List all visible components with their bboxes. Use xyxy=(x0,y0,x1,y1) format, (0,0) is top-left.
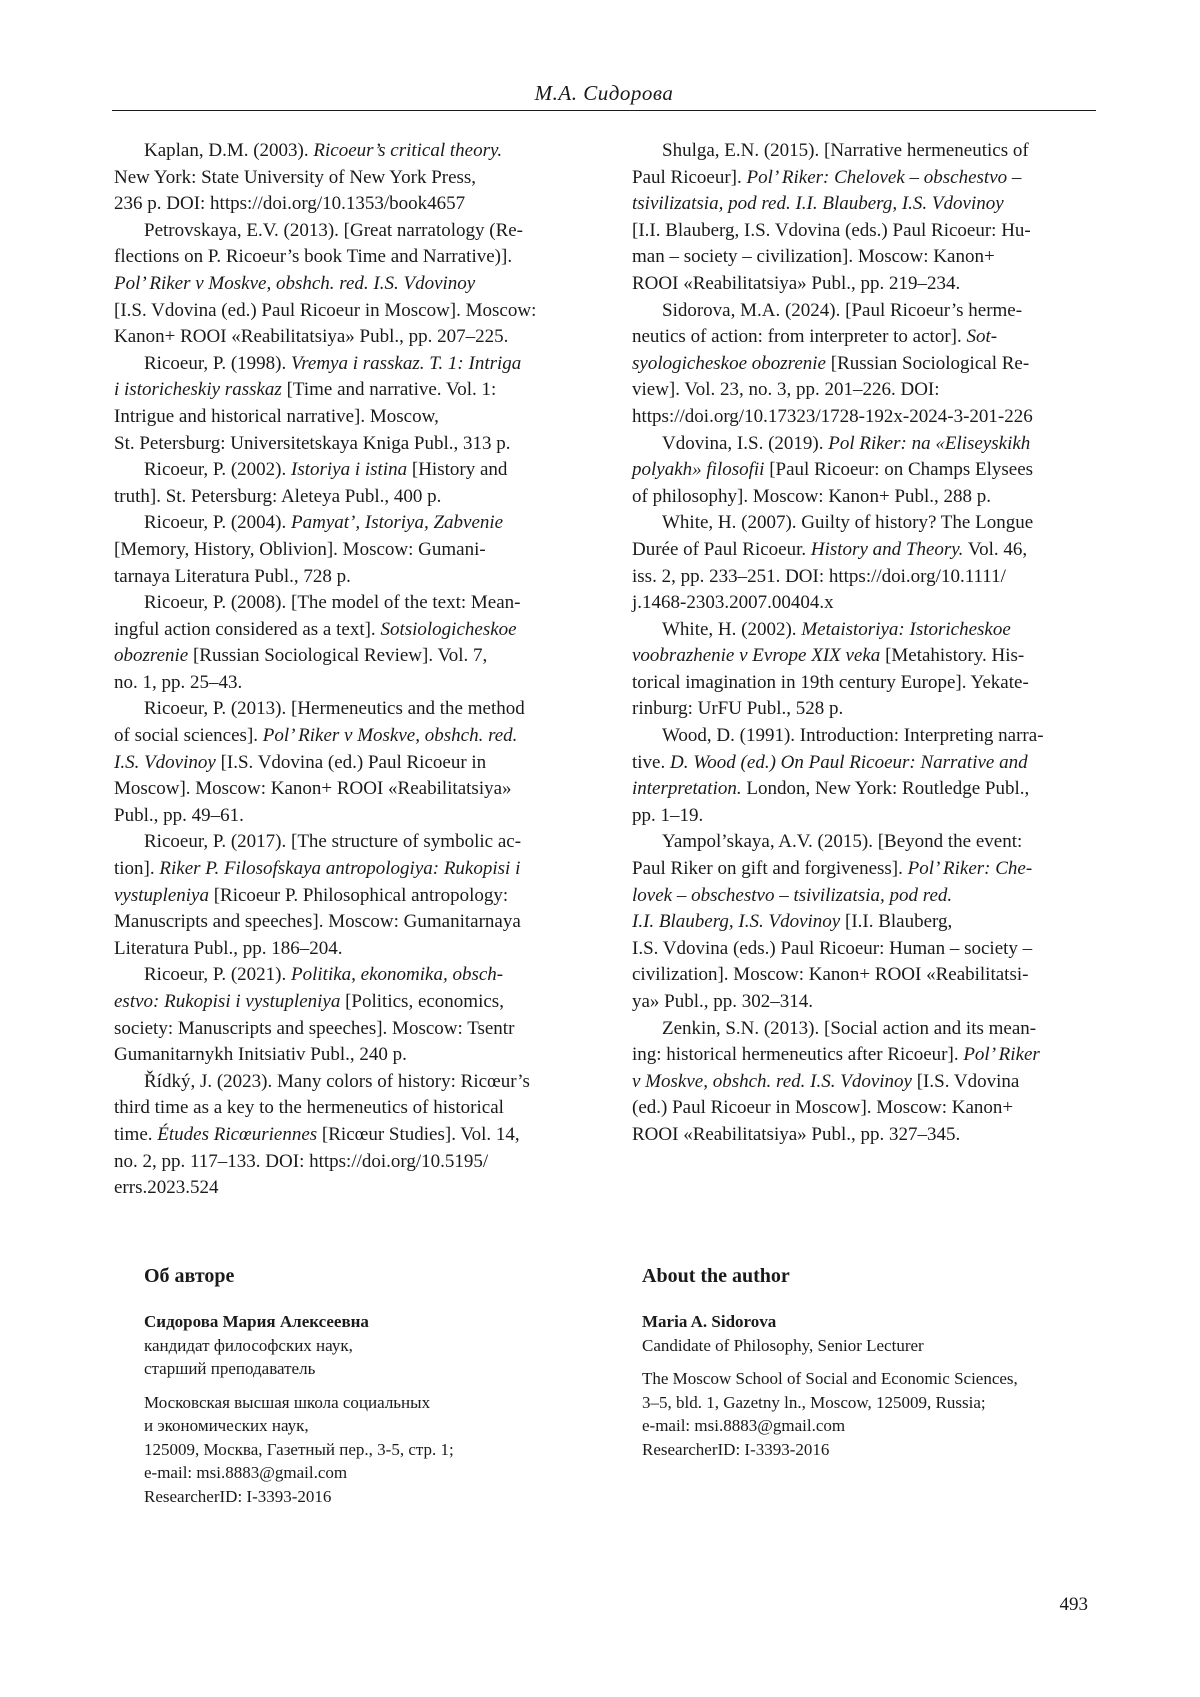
reference-item: Vdovina, I.S. (2019). Pol Riker: na «Eliseyskikh polyakh» filosofii [Paul Ricoeur: on Champs Elysees of philosophy]. Moscow: Kanon+ Publ., 288 p. xyxy=(632,432,1034,507)
author-name: Сидорова Мария Алексеевна xyxy=(144,1312,369,1331)
header-rule xyxy=(112,110,1096,111)
reference-item: Zenkin, S.N. (2013). [Social action and its mean- ing: historical hermeneutics after Ricoeur]. Pol’ Riker v Moskve, obshch. red. I.S. Vdovinoy [I.S. Vdovina (ed.) Paul Ricoeur in Moscow]. Moscow: Kanon+ ROOI «Reabilitatsiya» Publ., pp. 327–345. xyxy=(632,1017,1040,1145)
reference-item: Řídký, J. (2023). Many colors of history: Ricœur’s third time as a key to the hermeneutics of historical time. Études Ricœuriennes [Ricœur Studies]. Vol. 14, no. 2, pp. 117–133. DOI: https://doi.org/10.5195/ errs.2023.524 xyxy=(114,1070,530,1199)
page-number: 493 xyxy=(1059,1594,1088,1615)
reference-item: Shulga, E.N. (2015). [Narrative hermeneutics of Paul Ricoeur]. Pol’ Riker: Chelovek – obschestvo – tsivilizatsia, pod red. I.I. Blauberg, I.S. Vdovinoy [I.I. Blauberg, I.S. Vdovina (eds.) Paul Ricoeur: Hu- man – society – civilization]. Moscow: Kanon+ ROOI «Reabilitatsiya» Publ., pp. 219–234. xyxy=(632,140,1031,294)
reference-item: Ricoeur, P. (2002). Istoriya i istina [History and truth]. St. Petersburg: Aleteya Publ., 400 p. xyxy=(114,459,508,507)
reference-item: Kaplan, D.M. (2003). Ricoeur’s critical theory. New York: State University of New York Press, 236 p. DOI: https://doi.org/10.1353/book4657 xyxy=(114,140,503,215)
reference-item: Ricoeur, P. (2004). Pamyat’, Istoriya, Zabvenie [Memory, History, Oblivion]. Moscow: Gumani- tarnaya Literatura Publ., 728 p. xyxy=(114,512,504,587)
reference-item: Ricoeur, P. (1998). Vremya i rasskaz. T. 1: Intriga i istoricheskiy rasskaz [Time and narrative. Vol. 1: Intrigue and historical narrative]. Moscow, St. Petersburg: Universitetskaya Kniga Publ., 313 p. xyxy=(114,352,522,454)
author-affiliation: Московская высшая школа социальных и экономических наук, 125009, Москва, Газетный пер., 3-5, стр. 1; e-mail: msi.8883@gmail.com ResearcherID: I-3393-2016 xyxy=(144,1392,454,1506)
reference-item: Wood, D. (1991). Introduction: Interpreting narra- tive. D. Wood (ed.) On Paul Ricoeur: Narrative and interpretation. London, New York: Routledge Publ., pp. 1–19. xyxy=(632,725,1044,826)
author-heading: About the author xyxy=(642,1265,790,1287)
author-info-russian xyxy=(144,1262,584,1508)
reference-item: White, H. (2002). Metaistoriya: Istoricheskoe voobrazhenie v Evrope XIX veka [Metahistory. His- torical imagination in 19th century Europe]. Yekate- rinburg: UrFU Publ., 528 p. xyxy=(632,618,1029,720)
reference-item: White, H. (2007). Guilty of history? The Longue Durée of Paul Ricoeur. History and Theory. Vol. 46, iss. 2, pp. 233–251. DOI: https://doi.org/10.1111/ j.1468-2303.2007.00404.x xyxy=(632,512,1034,614)
author-name: Maria A. Sidorova xyxy=(642,1312,777,1331)
reference-item: Yampol’skaya, A.V. (2015). [Beyond the event: Paul Riker on gift and forgiveness]. Pol’ Riker: Che- lovek – obschestvo – tsivilizatsia, pod red. I.I. Blauberg, I.S. Vdovinoy [I.I. Blauberg, I.S. Vdovina (eds.) Paul Ricoeur: Human – society – civilization]. Moscow: Kanon+ ROOI «Reabilitatsi- ya» Publ., pp. 302–314. xyxy=(632,831,1033,1012)
running-header: М.А. Сидорова xyxy=(534,81,674,105)
reference-item: Ricoeur, P. (2008). [The model of the text: Mean- ingful action considered as a text]. Sotsiologicheskoe obozrenie [Russian Sociological Review]. Vol. 7, no. 1, pp. 25–43. xyxy=(114,592,521,693)
reference-item: Ricoeur, P. (2021). Politika, ekonomika, obsch- estvo: Rukopisi i vystupleniya [Politics, economics, society: Manuscripts and speeches]. Moscow: Tsentr Gumanitarnykh Initsiativ Publ., 240 p. xyxy=(114,964,515,1066)
references-right-column xyxy=(632,138,1092,1149)
reference-item: Petrovskaya, E.V. (2013). [Great narratology (Re- flections on P. Ricoeur’s book Time and Narrative)]. Pol’ Riker v Moskve, obshch. red. I.S. Vdovinoy [I.S. Vdovina (ed.) Paul Ricoeur in Moscow]. Moscow: Kanon+ ROOI «Reabilitatsiya» Publ., pp. 207–225. xyxy=(114,219,537,348)
references-left-column xyxy=(114,138,574,1202)
reference-item: Ricoeur, P. (2013). [Hermeneutics and the method of social sciences]. Pol’ Riker v Moskve, obshch. red. I.S. Vdovinoy [I.S. Vdovina (ed.) Paul Ricoeur in Moscow]. Moscow: Kanon+ ROOI «Reabilitatsiya» Publ., pp. 49–61. xyxy=(114,698,525,826)
author-affiliation: The Moscow School of Social and Economic Sciences, 3–5, bld. 1, Gazetny ln., Moscow, 125009, Russia; e-mail: msi.8883@gmail.com ResearcherID: I-3393-2016 xyxy=(642,1369,1018,1459)
author-heading: Об авторе xyxy=(144,1265,235,1287)
author-position: Candidate of Philosophy, Senior Lecturer xyxy=(642,1335,924,1355)
reference-item: Sidorova, M.A. (2024). [Paul Ricoeur’s herme- neutics of action: from interpreter to actor]. Sot- syologicheskoe obozrenie [Russian Sociological Re- view]. Vol. 23, no. 3, pp. 201–226. DOI: https://doi.org/10.17323/1728-192x-2024-3-201-226 xyxy=(632,299,1033,427)
reference-item: Ricoeur, P. (2017). [The structure of symbolic ac- tion]. Riker P. Filosofskaya antropologiya: Rukopisi i vystupleniya [Ricoeur P. Philosophical antropology: Manuscripts and speeches]. Moscow: Gumanitarnaya Literatura Publ., pp. 186–204. xyxy=(114,831,522,959)
author-info-english xyxy=(642,1262,1102,1461)
author-position: кандидат философских наук, старший преподаватель xyxy=(144,1335,353,1378)
